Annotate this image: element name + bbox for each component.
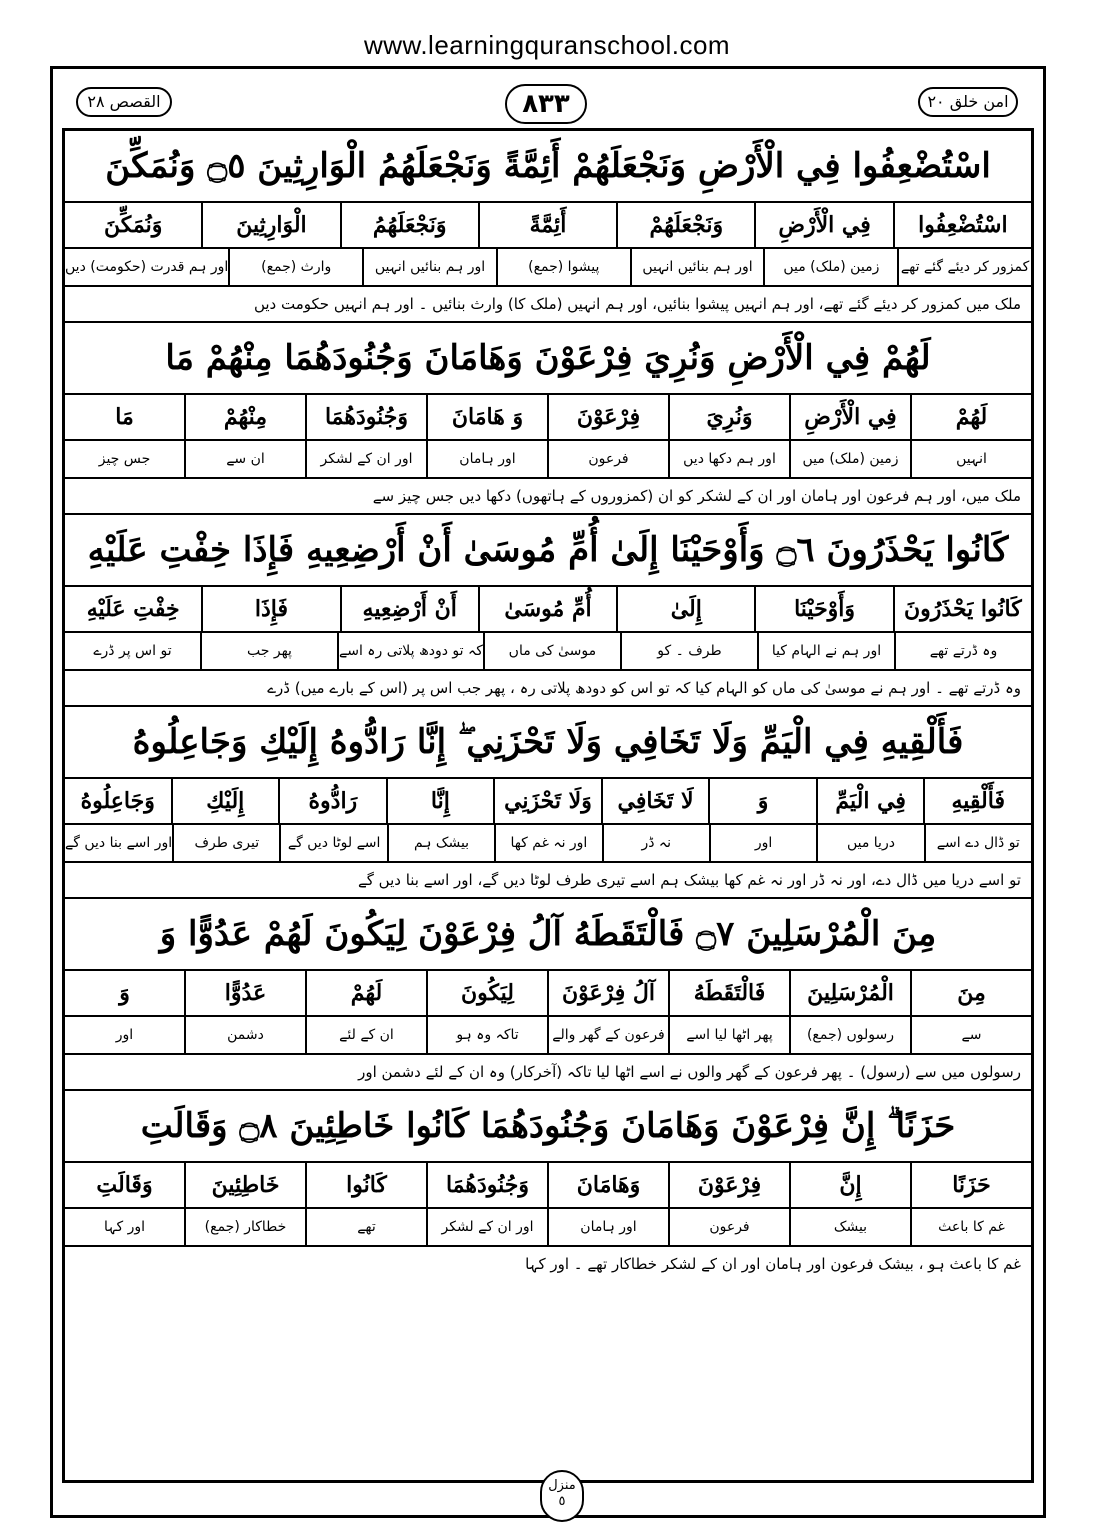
site-url: www.learningquranschool.com [363, 30, 731, 60]
word-meaning-cell: اور کہا [104, 1219, 145, 1235]
word-meaning-cell: وہ ڈرتے تھے [894, 633, 1031, 669]
word-meaning-cell: خطاکار (جمع) [184, 1209, 305, 1245]
word-meaning-cell: سے [910, 1017, 1031, 1053]
word-meaning-cell: دریا میں [816, 825, 923, 861]
arabic-word-cell: وَلَا تَحْزَنِي [493, 779, 601, 823]
arabic-word-cell: فَأَلْقِيهِ [923, 779, 1031, 823]
arabic-verse-line: اسْتُضْعِفُوا فِي الْأَرْضِ وَنَجْعَلَهُمْ أَئِمَّةً وَنَجْعَلَهُمُ الْوَارِثِينَ ۝٥ وَنُمَكِّنَ [65, 131, 1031, 203]
arabic-word-cell: الْوَارِثِينَ [201, 203, 339, 247]
arabic-word-cell: آلُ فِرْعَوْنَ [547, 971, 668, 1015]
urdu-translation-line: ملک میں، اور ہم فرعون اور ہامان اور ان کے لشکر کو ان (کمزوروں کے ہاتھوں) دکھا دیں جس چیز سے [372, 487, 1021, 505]
urdu-translation-line: رسولوں میں سے (رسول) ۔ پھر فرعون کے گھر والوں نے اسے اٹھا لیا تاکہ (آخرکار) وہ ان کے لئے دشمن اور [358, 1063, 1021, 1081]
word-meaning-cell: کمزور کر دیئے گئے تھے [897, 249, 1031, 285]
manzil-badge [540, 1470, 584, 1522]
word-row [65, 779, 1031, 825]
arabic-word-cell: أَنْ أَرْضِعِيهِ [340, 587, 478, 631]
meaning-row [65, 249, 1031, 287]
word-meaning-cell: پیشوا (جمع) [496, 249, 630, 285]
word-meaning-cell: بیشک [789, 1209, 910, 1245]
arabic-word-cell: لِيَكُونَ [426, 971, 547, 1015]
word-meaning-cell: تو اس پر ڈرے [93, 643, 172, 659]
word-meaning-cell: دشمن [184, 1017, 305, 1053]
arabic-word-cell: مَا [115, 404, 134, 430]
word-meaning-cell: اور نہ غم کھا [494, 825, 601, 861]
manzil-number: ٥ [558, 1494, 566, 1509]
arabic-word-cell: إِلَيْكِ [171, 779, 279, 823]
verse-section [65, 899, 1031, 1091]
manzil-label: منزل [548, 1478, 576, 1493]
word-meaning-cell: وارث (جمع) [228, 249, 362, 285]
word-meaning-cell: اور ہامان [426, 441, 547, 477]
word-meaning-cell: تاکہ وہ ہو [426, 1017, 547, 1053]
word-meaning-cell: پھر جب [200, 633, 337, 669]
word-meaning-cell: زمین (ملک) میں [763, 249, 897, 285]
arabic-word-cell: لَهُمْ [910, 395, 1031, 439]
arabic-verse-line: فَأَلْقِيهِ فِي الْيَمِّ وَلَا تَخَافِي وَلَا تَحْزَنِي ۖ إِنَّا رَادُّوهُ إِلَيْكِ وَجَاعِلُوهُ [65, 707, 1031, 779]
word-meaning-cell: اور ہم بنائیں انہیں [362, 249, 496, 285]
arabic-word-cell: فَالْتَقَطَهُ [668, 971, 789, 1015]
word-meaning-cell: کہ تو دودھ پلاتی رہ اسے [337, 633, 483, 669]
word-row [65, 395, 1031, 441]
word-meaning-cell: انہیں [910, 441, 1031, 477]
word-row [65, 587, 1031, 633]
arabic-verse-line: كَانُوا يَحْذَرُونَ ۝٦ وَأَوْحَيْنَا إِلَىٰ أُمِّ مُوسَىٰ أَنْ أَرْضِعِيهِ فَإِذَا خِفْتِ عَلَيْهِ [65, 515, 1031, 587]
word-meaning-cell: اور ہم قدرت (حکومت) دیں [65, 259, 229, 275]
meaning-row [65, 1017, 1031, 1055]
word-meaning-cell: جس چیز [98, 451, 151, 467]
word-meaning-cell: اور ان کے لشکر [305, 441, 426, 477]
arabic-verse-line: حَزَنًا ۗ إِنَّ فِرْعَوْنَ وَهَامَانَ وَجُنُودَهُمَا كَانُوا خَاطِئِينَ ۝٨ وَقَالَتِ [65, 1091, 1031, 1163]
word-row [65, 971, 1031, 1017]
word-meaning-cell: طرف ۔ کو [620, 633, 757, 669]
word-meaning-cell: اسے لوٹا دیں گے [279, 825, 386, 861]
arabic-word-cell: رَادُّوهُ [278, 779, 386, 823]
verse-section [65, 1091, 1031, 1281]
word-meaning-cell: ان سے [184, 441, 305, 477]
word-row [65, 203, 1031, 249]
word-meaning-cell: فرعون [668, 1209, 789, 1245]
verse-section [65, 515, 1031, 707]
word-meaning-cell: رسولوں (جمع) [789, 1017, 910, 1053]
arabic-verse-line: مِنَ الْمُرْسَلِينَ ۝٧ فَالْتَقَطَهُ آلُ فِرْعَوْنَ لِيَكُونَ لَهُمْ عَدُوًّا وَ [65, 899, 1031, 971]
arabic-word-cell: وَ [708, 779, 816, 823]
arabic-word-cell: كَانُوا [305, 1163, 426, 1207]
arabic-word-cell: وَجُنُودَهُمَا [305, 395, 426, 439]
word-meaning-cell: نہ ڈر [602, 825, 709, 861]
word-meaning-cell: زمین (ملک) میں [789, 441, 910, 477]
meaning-row [65, 825, 1031, 863]
arabic-word-cell: وَنُرِيَ [668, 395, 789, 439]
meaning-row [65, 1209, 1031, 1247]
arabic-word-cell: وَ [119, 980, 130, 1006]
arabic-word-cell: وَنَجْعَلَهُمْ [616, 203, 754, 247]
word-meaning-cell: ان کے لئے [305, 1017, 426, 1053]
arabic-word-cell: إِنَّا [386, 779, 494, 823]
arabic-word-cell: أَئِمَّةً [478, 203, 616, 247]
word-meaning-cell: موسیٰ کی ماں [483, 633, 620, 669]
arabic-word-cell: وَهَامَانَ [547, 1163, 668, 1207]
arabic-word-cell: الْمُرْسَلِينَ [789, 971, 910, 1015]
word-meaning-cell: اور [115, 1027, 134, 1043]
word-meaning-cell: اور ان کے لشکر [426, 1209, 547, 1245]
arabic-word-cell: وَجَاعِلُوهُ [80, 788, 155, 814]
arabic-word-cell: وَقَالَتِ [96, 1172, 153, 1198]
word-meaning-cell: غم کا باعث [910, 1209, 1031, 1245]
word-meaning-cell: فرعون کے گھر والے [547, 1017, 668, 1053]
verse-section [65, 707, 1031, 899]
word-meaning-cell: اور [709, 825, 816, 861]
word-meaning-cell: اور ہامان [547, 1209, 668, 1245]
verse-section [65, 323, 1031, 515]
arabic-word-cell: حَزَنًا [910, 1163, 1031, 1207]
verse-section [65, 131, 1031, 323]
arabic-word-cell: فِرْعَوْنَ [547, 395, 668, 439]
word-meaning-cell: اور ہم دکھا دیں [668, 441, 789, 477]
arabic-word-cell: مِنَ [910, 971, 1031, 1015]
arabic-word-cell: وَ هَامَانَ [426, 395, 547, 439]
arabic-word-cell: مِنْهُمْ [184, 395, 305, 439]
arabic-word-cell: فَإِذَا [201, 587, 339, 631]
arabic-word-cell: خِفْتِ عَلَيْهِ [86, 596, 180, 622]
page-number: ٨٣٣ [505, 84, 587, 124]
word-meaning-cell: بیشک ہم [387, 825, 494, 861]
arabic-word-cell: فِي الْيَمِّ [816, 779, 924, 823]
word-meaning-cell: فرعون [547, 441, 668, 477]
word-meaning-cell: پھر اٹھا لیا اسے [668, 1017, 789, 1053]
arabic-word-cell: وَجُنُودَهُمَا [426, 1163, 547, 1207]
arabic-word-cell: عَدُوًّا [184, 971, 305, 1015]
arabic-word-cell: لَا تَخَافِي [601, 779, 709, 823]
meaning-row [65, 633, 1031, 671]
word-meaning-cell: تیری طرف [172, 825, 279, 861]
arabic-word-cell: فِي الْأَرْضِ [789, 395, 910, 439]
urdu-translation-line: تو اسے دریا میں ڈال دے، اور نہ ڈر اور نہ غم کھا بیشک ہم اسے تیری طرف لوٹا دیں گے، اور اسے بنا دیں گے [357, 871, 1021, 889]
word-meaning-cell: اور اسے بنا دیں گے [65, 835, 173, 851]
arabic-word-cell: خَاطِئِينَ [184, 1163, 305, 1207]
arabic-word-cell: فِرْعَوْنَ [668, 1163, 789, 1207]
arabic-word-cell: وَنُمَكِّنَ [103, 212, 163, 238]
word-meaning-cell: اور ہم بنائیں انہیں [630, 249, 764, 285]
arabic-word-cell: أُمِّ مُوسَىٰ [478, 587, 616, 631]
word-meaning-cell: تو ڈال دے اسے [924, 825, 1031, 861]
meaning-row [65, 441, 1031, 479]
word-meaning-cell: اور ہم نے الہام کیا [757, 633, 894, 669]
arabic-word-cell: وَأَوْحَيْنَا [754, 587, 892, 631]
word-row [65, 1163, 1031, 1209]
surah-label: القصص ٢٨ [76, 87, 172, 117]
arabic-word-cell: اسْتُضْعِفُوا [893, 203, 1031, 247]
arabic-word-cell: إِلَىٰ [616, 587, 754, 631]
arabic-word-cell: لَهُمْ [305, 971, 426, 1015]
urdu-translation-line: ملک میں کمزور کر دیئے گئے تھے، اور ہم انہیں پیشوا بنائیں، اور ہم انہیں (ملک کا) وارث بنائیں ۔ اور ہم انہیں حکومت دیں [253, 295, 1021, 313]
word-meaning-cell: تھے [305, 1209, 426, 1245]
arabic-word-cell: فِي الْأَرْضِ [754, 203, 892, 247]
urdu-translation-line: وہ ڈرتے تھے ۔ اور ہم نے موسیٰ کی ماں کو الہام کیا کہ تو اس کو دودھ پلاتی رہ ، پھر جب اس پر (اس کے بارے میں) ڈرے [267, 679, 1021, 697]
arabic-word-cell: كَانُوا يَحْذَرُونَ [893, 587, 1031, 631]
juz-label: امن خلق ٢٠ [918, 87, 1018, 117]
page-content [65, 131, 1031, 1281]
arabic-word-cell: إِنَّ [789, 1163, 910, 1207]
arabic-verse-line: لَهُمْ فِي الْأَرْضِ وَنُرِيَ فِرْعَوْنَ وَهَامَانَ وَجُنُودَهُمَا مِنْهُمْ مَا [65, 323, 1031, 395]
urdu-translation-line: غم کا باعث ہو ، بیشک فرعون اور ہامان اور ان کے لشکر خطاکار تھے ۔ اور کہا [525, 1255, 1021, 1273]
arabic-word-cell: وَنَجْعَلَهُمُ [340, 203, 478, 247]
